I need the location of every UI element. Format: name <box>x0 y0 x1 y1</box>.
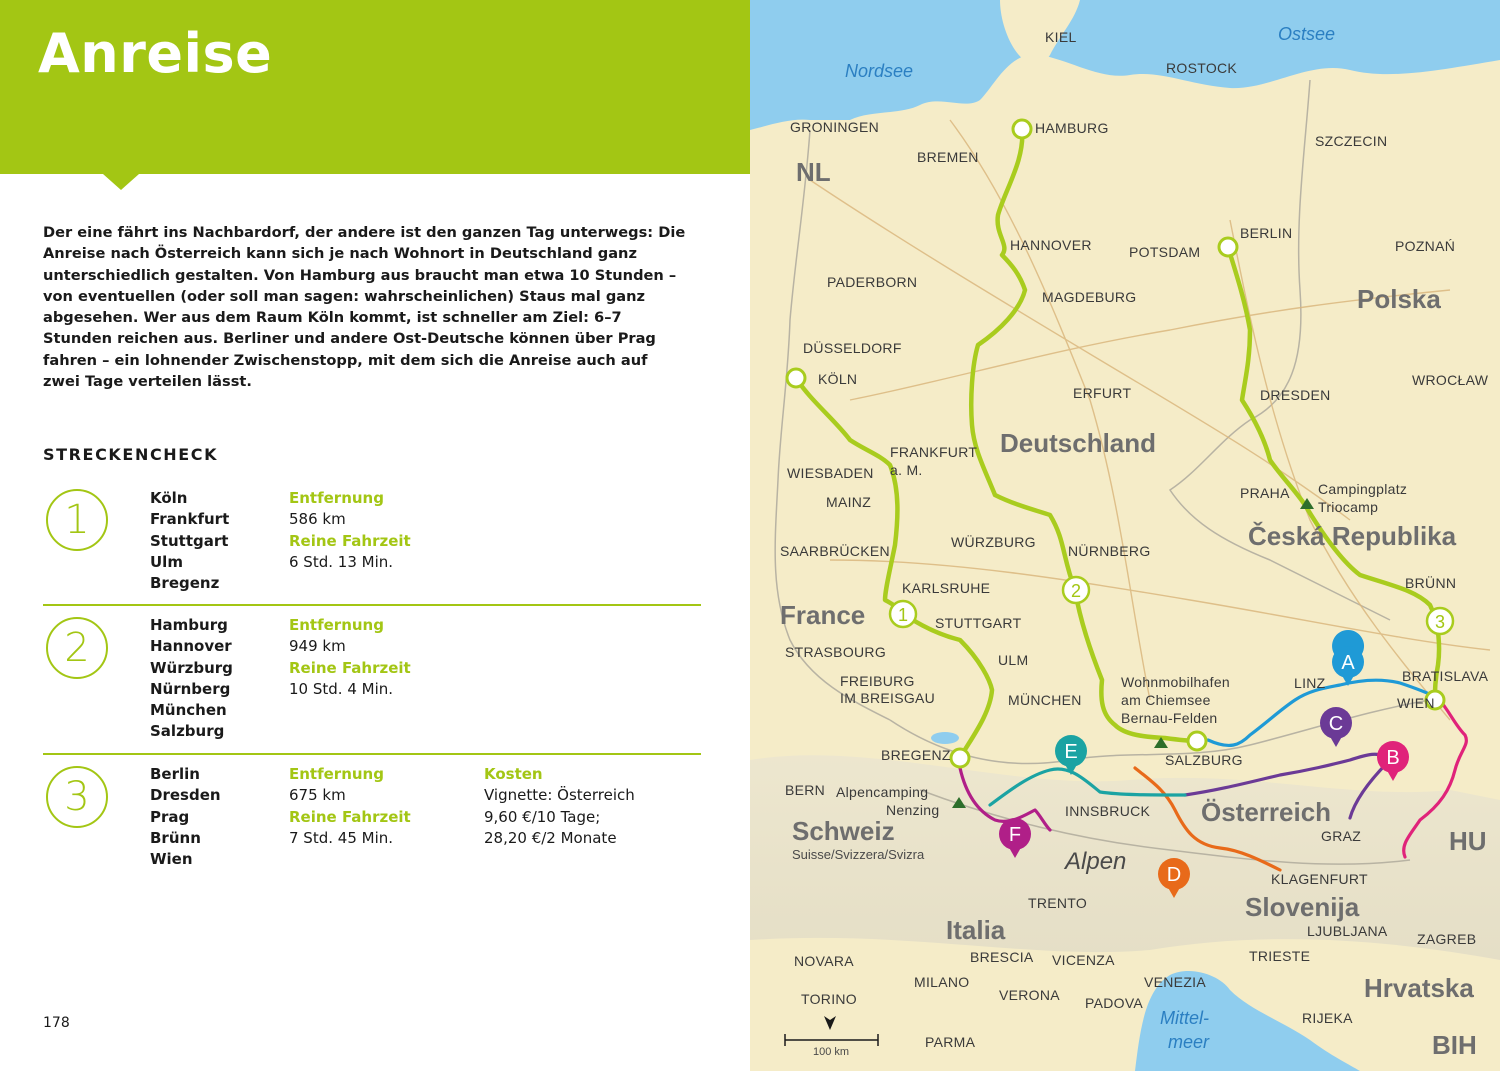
header-band <box>0 0 750 174</box>
city-label: TRENTO <box>1028 895 1088 911</box>
city-label: BERN <box>785 782 826 798</box>
country-label: Deutschland <box>1000 428 1157 458</box>
sea-label-mittelmeer-2: meer <box>1168 1032 1210 1052</box>
city-label: SALZBURG <box>1165 752 1243 768</box>
alps-label: Alpen <box>1065 848 1127 875</box>
city-label: RIJEKA <box>1302 1010 1353 1026</box>
country-label: Österreich <box>1201 797 1332 827</box>
city-label: DÜSSELDORF <box>803 340 902 356</box>
city-label: KARLSRUHE <box>902 580 991 596</box>
stop: Frankfurt <box>150 510 230 529</box>
pin-b-letter: B <box>1386 747 1400 769</box>
route-1-info <box>289 488 411 573</box>
time-value: 6 Std. 13 Min. <box>289 552 394 571</box>
distance-value: 675 km <box>289 786 346 805</box>
campsite-label: Alpencamping <box>836 784 929 800</box>
route-map <box>750 0 1500 1071</box>
city-label: PADOVA <box>1085 995 1144 1011</box>
city-label: PRAHA <box>1240 485 1290 501</box>
intro-text: Der eine fährt ins Nachbardorf, der andere ist den ganzen Tag unterwegs: Die Anreise nach Österreich kann sich je nach Wohnort in Deutschland ganz unterschiedlich gestalten. Von Hamburg aus braucht man etwa 10 Stunden – von eventuellen (oder soll man sagen: wahrscheinlichen) Staus mal ganz abgesehen. Wer aus dem Raum Köln kommt, ist schneller am Ziel: 6–7 Stunden reichen aus. Berliner und andere Ost-Deutsche können über Prag fahren – ein lohnender Zwischenstopp, mit dem sich die Anreise auch auf zwei Tage verteilen lässt. <box>43 224 686 391</box>
city-label: BREGENZ <box>881 747 951 763</box>
campsite-label: Nenzing <box>886 802 940 818</box>
stop: Ulm <box>150 552 183 571</box>
lake-constance <box>931 732 959 744</box>
route-3-costs <box>484 764 635 849</box>
city-label: VENEZIA <box>1144 974 1207 990</box>
city-label: NOVARA <box>794 953 854 969</box>
distance-label: Entfernung <box>289 765 384 783</box>
city-label: POZNAŃ <box>1395 238 1456 254</box>
time-value: 7 Std. 45 Min. <box>289 828 394 847</box>
stop: Würzburg <box>150 658 233 677</box>
bregenz-marker <box>951 749 969 767</box>
city-label: SAARBRÜCKEN <box>780 543 890 559</box>
stop: Hannover <box>150 637 232 656</box>
city-label: FRANKFURT <box>890 444 978 460</box>
country-label: BIH <box>1432 1030 1477 1060</box>
city-label: ULM <box>998 652 1029 668</box>
map-canvas <box>750 0 1500 1071</box>
city-label: TRIESTE <box>1249 948 1311 964</box>
distance-value: 949 km <box>289 637 346 656</box>
campsite-label: Bernau-Felden <box>1121 710 1218 726</box>
stop: Wien <box>150 850 193 869</box>
route-3-info <box>289 764 411 849</box>
city-label: BRÜNN <box>1405 575 1457 591</box>
stop: Salzburg <box>150 722 225 741</box>
campsite-label: Campingplatz <box>1318 481 1408 497</box>
country-label: Italia <box>946 915 1006 945</box>
schweiz-subtitle: Suisse/Svizzera/Svizra <box>792 847 925 862</box>
city-label: MILANO <box>914 974 970 990</box>
cost-line: 28,20 €/2 Monate <box>484 828 617 847</box>
berlin-marker <box>1219 238 1237 256</box>
city-label: KÖLN <box>818 371 858 387</box>
country-label: NL <box>796 157 831 187</box>
stop: Bregenz <box>150 574 220 593</box>
pin-f-letter: F <box>1008 824 1022 846</box>
salzburg-marker <box>1188 732 1206 750</box>
sea-label-nordsee: Nordsee <box>845 61 914 81</box>
city-label: BRESCIA <box>970 949 1034 965</box>
route-number-1: 1 <box>46 489 108 551</box>
city-label: PARMA <box>925 1034 976 1050</box>
stop: Nürnberg <box>150 679 231 698</box>
city-label: MAINZ <box>826 494 872 510</box>
city-label: IM BREISGAU <box>840 690 936 706</box>
time-label: Reine Fahrzeit <box>289 658 411 677</box>
city-label: BREMEN <box>917 149 979 165</box>
city-label: LINZ <box>1294 675 1326 691</box>
city-label: HANNOVER <box>1010 237 1092 253</box>
page-title: Anreise <box>38 22 273 85</box>
country-label: Česká Republika <box>1248 521 1457 551</box>
pin-a-letter: A <box>1341 652 1355 674</box>
route-number-2: 2 <box>46 617 108 679</box>
time-label: Reine Fahrzeit <box>289 531 411 550</box>
distance-value: 586 km <box>289 510 346 529</box>
country-label: France <box>780 600 866 630</box>
city-label: VERONA <box>999 987 1060 1003</box>
stop: Hamburg <box>150 616 228 634</box>
city-label: GRONINGEN <box>790 119 880 135</box>
city-label: VICENZA <box>1052 952 1115 968</box>
stop: Stuttgart <box>150 531 229 550</box>
stop: Dresden <box>150 786 221 805</box>
scale-label: 100 km <box>813 1046 850 1058</box>
city-label: BRATISLAVA <box>1402 668 1489 684</box>
pin-d-letter: D <box>1166 864 1182 886</box>
koeln-marker <box>787 369 805 387</box>
cost-line: 9,60 €/10 Tage; <box>484 807 601 826</box>
stop: Brünn <box>150 828 201 847</box>
sea-label-mittelmeer-1: Mittel- <box>1160 1008 1209 1028</box>
stop: Köln <box>150 489 188 507</box>
map-route-marker-3-label: 3 <box>1434 612 1446 632</box>
city-label: DRESDEN <box>1260 387 1331 403</box>
pin-e-letter: E <box>1064 741 1078 763</box>
city-label: WIEN <box>1397 695 1435 711</box>
distance-label: Entfernung <box>289 616 384 634</box>
city-label: PADERBORN <box>827 274 918 290</box>
city-label: SZCZECIN <box>1315 133 1388 149</box>
route-1-stops <box>150 488 229 594</box>
city-label: MÜNCHEN <box>1008 692 1082 708</box>
campsite-label: Triocamp <box>1318 499 1379 515</box>
route-number-3: 3 <box>46 766 108 828</box>
city-label: a. M. <box>890 462 923 478</box>
city-label: INNSBRUCK <box>1065 803 1151 819</box>
route-2-stops <box>150 615 233 743</box>
header-notch <box>103 174 139 190</box>
map-route-marker-2-label: 2 <box>1070 581 1082 601</box>
city-label: ERFURT <box>1073 385 1132 401</box>
city-label: ROSTOCK <box>1166 60 1238 76</box>
hamburg-marker <box>1013 120 1031 138</box>
time-value: 10 Std. 4 Min. <box>289 679 394 698</box>
city-label: GRAZ <box>1321 828 1362 844</box>
map-route-marker-1-label: 1 <box>897 605 909 625</box>
city-label: KIEL <box>1045 29 1077 45</box>
stop: München <box>150 701 227 720</box>
city-label: STUTTGART <box>935 615 1022 631</box>
city-label: ZAGREB <box>1417 931 1477 947</box>
country-label: Polska <box>1357 284 1441 314</box>
distance-label: Entfernung <box>289 489 384 507</box>
stop: Prag <box>150 807 190 826</box>
campsite-label: am Chiemsee <box>1121 692 1211 708</box>
route-3-stops <box>150 764 221 870</box>
city-label: WIESBADEN <box>787 465 874 481</box>
city-label: MAGDEBURG <box>1042 289 1137 305</box>
cost-line: Vignette: Österreich <box>484 786 635 805</box>
city-label: LJUBLJANA <box>1307 923 1388 939</box>
stop: Berlin <box>150 765 200 783</box>
country-label: Schweiz <box>792 816 895 846</box>
city-label: WROCŁAW <box>1412 372 1489 388</box>
pin-c-letter: C <box>1328 713 1344 735</box>
country-label: Hrvatska <box>1364 973 1474 1003</box>
divider <box>43 753 701 755</box>
city-label: STRASBOURG <box>785 644 887 660</box>
city-label: NÜRNBERG <box>1068 543 1151 559</box>
page-number: 178 <box>43 1015 70 1031</box>
city-label: WÜRZBURG <box>951 534 1036 550</box>
city-label: POTSDAM <box>1129 244 1201 260</box>
city-label: FREIBURG <box>840 673 915 689</box>
city-label: BERLIN <box>1240 225 1293 241</box>
campsite-label: Wohnmobilhafen <box>1121 674 1231 690</box>
city-label: KLAGENFURT <box>1271 871 1368 887</box>
cost-label: Kosten <box>484 765 543 783</box>
country-label: Slovenija <box>1245 892 1360 922</box>
divider <box>43 604 701 606</box>
section-title: STRECKENCHECK <box>43 445 219 464</box>
route-2-info <box>289 615 411 700</box>
city-label: TORINO <box>801 991 857 1007</box>
country-label: HU <box>1449 826 1487 856</box>
city-label: HAMBURG <box>1035 120 1109 136</box>
time-label: Reine Fahrzeit <box>289 807 411 826</box>
sea-label-ostsee: Ostsee <box>1278 24 1336 44</box>
